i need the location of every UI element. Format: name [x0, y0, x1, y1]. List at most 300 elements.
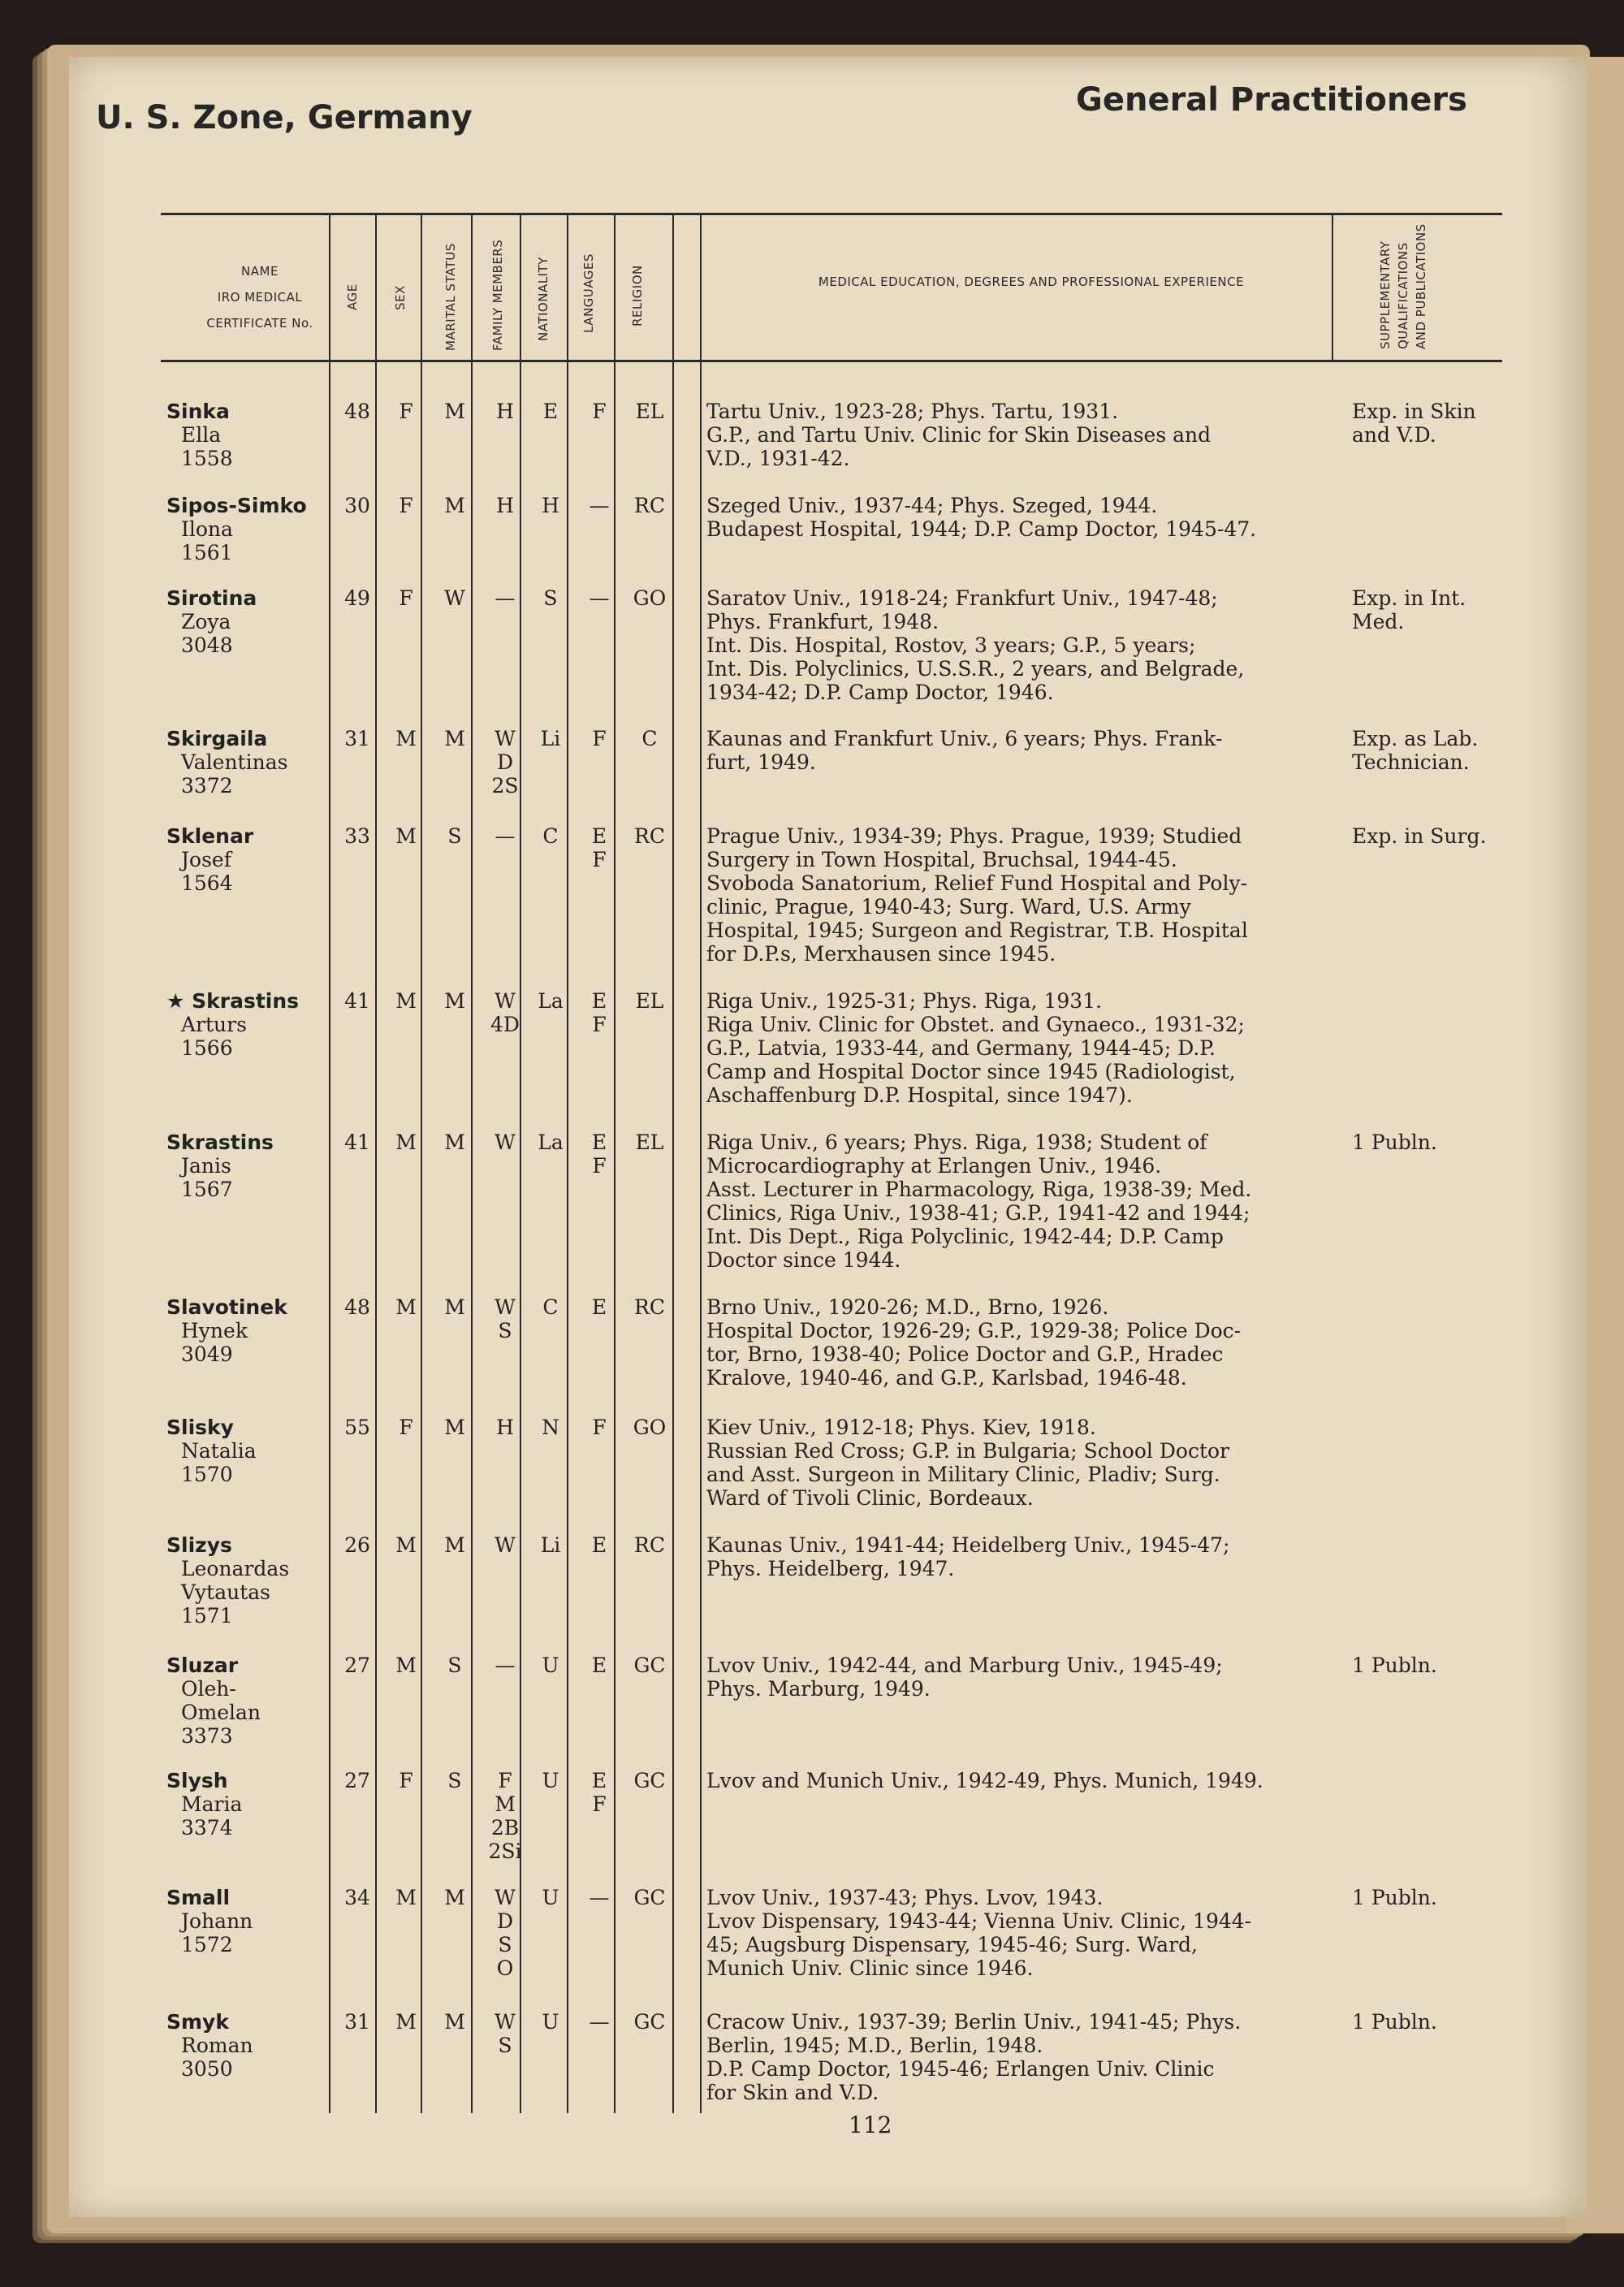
family-cell-line: W [495, 1295, 516, 1319]
education-line: Kiev Univ., 1912-18; Phys. Kiev, 1918. [706, 1416, 1096, 1439]
family-cell-line: S [498, 1319, 512, 1342]
supplementary-line: Technician. [1352, 750, 1470, 774]
languages-cell [579, 2010, 620, 2034]
nationality-cell: La [538, 989, 564, 1013]
sex-cell: M [395, 1131, 417, 1154]
family-cell [485, 586, 525, 610]
education-line: Budapest Hospital, 1944; D.P. Camp Doctor, 1945-47. [706, 517, 1257, 541]
supplementary-line: and V.D. [1352, 423, 1436, 447]
nationality-cell: C [542, 824, 559, 848]
name-header-line: NAME [241, 264, 279, 279]
supplementary-line: Exp. in Skin [1352, 400, 1476, 423]
family-cell-line: W [495, 989, 516, 1013]
education-line: Riga Univ., 1925-31; Phys. Riga, 1931. [706, 989, 1103, 1013]
religion-cell: RC [634, 1533, 665, 1557]
family-cell [485, 824, 525, 848]
education-cell [706, 586, 1356, 704]
entry-name-block [166, 1533, 345, 1628]
supp-header-line: QUALIFICATIONS [1396, 242, 1410, 349]
certificate-number: 1567 [181, 1178, 233, 1201]
family-cell-line: W [495, 1131, 516, 1154]
education-line: and Asst. Surgeon in Military Clinic, Pladiv; Surg. [706, 1463, 1220, 1486]
given-name: Ella [181, 423, 222, 447]
family-cell [485, 1769, 525, 1863]
certificate-number: 1564 [181, 871, 233, 895]
education-line: Lvov Univ., 1942-44, and Marburg Univ., 1945-49; [706, 1654, 1223, 1677]
family-cell-line: H [496, 400, 514, 423]
certificate-number: 1571 [181, 1604, 233, 1628]
age-cell: 34 [344, 1886, 370, 1909]
education-line: Svoboda Sanatorium, Relief Fund Hospital and Poly- [706, 871, 1248, 895]
education-line: G.P., Latvia, 1933-44, and Germany, 1944-45; D.P. [706, 1036, 1216, 1060]
education-line: Clinics, Riga Univ., 1938-41; G.P., 1941-42 and 1944; [706, 1201, 1250, 1225]
education-line: for Skin and V.D. [706, 2081, 879, 2104]
education-line: Lvov Dispensary, 1943-44; Vienna Univ. Clinic, 1944- [706, 1909, 1252, 1933]
languages-cell [579, 824, 620, 871]
religion-cell: EL [635, 1131, 664, 1154]
entry-name-block [166, 989, 345, 1060]
languages-cell-line: F [592, 727, 607, 750]
family-cell [485, 1886, 525, 1980]
marital-cell: S [447, 1769, 462, 1792]
supplementary-cell [1352, 2010, 1514, 2034]
sex-cell: M [395, 824, 417, 848]
religion-cell: GO [633, 1416, 667, 1439]
family-cell [485, 1131, 525, 1154]
languages-cell-line: E [591, 824, 607, 848]
nationality-cell: E [542, 400, 559, 423]
name-header-line: CERTIFICATE No. [206, 316, 313, 331]
age-cell: 27 [344, 1654, 370, 1677]
supplementary-cell [1352, 1886, 1514, 1909]
education-cell [706, 1654, 1356, 1701]
entry-name-block [166, 1769, 345, 1840]
languages-cell [579, 727, 620, 750]
given-name: Roman [181, 2034, 253, 2057]
given-name: Natalia [181, 1439, 257, 1463]
surname: Small [166, 1886, 231, 1909]
education-cell [706, 1886, 1356, 1980]
family-cell-line: D [496, 750, 514, 774]
given-name: Maria [181, 1792, 243, 1816]
family-cell-line: — [495, 1654, 516, 1677]
sex-cell: M [395, 1533, 417, 1557]
education-line: Camp and Hospital Doctor since 1945 (Radiologist, [706, 1060, 1236, 1083]
certificate-number: 3372 [181, 774, 233, 798]
given-name: Zoya [181, 610, 231, 633]
nationality-cell: C [542, 1295, 559, 1319]
supplementary-cell [1352, 400, 1514, 447]
languages-cell-line: F [592, 1792, 607, 1816]
education-line: Phys. Frankfurt, 1948. [706, 610, 939, 633]
header-rule-top [161, 213, 1502, 215]
header-rule-bottom [161, 360, 1502, 362]
certificate-number: 1572 [181, 1933, 233, 1956]
family-cell-line: 2S [491, 774, 519, 798]
languages-cell-line: E [591, 1295, 607, 1319]
supplementary-cell [1352, 1654, 1514, 1677]
given-name: Oleh- [181, 1677, 236, 1701]
given-name: Josef [181, 848, 231, 871]
sex-cell: F [399, 400, 413, 423]
age-cell: 26 [344, 1533, 370, 1557]
family-cell-line: 2B [490, 1816, 520, 1840]
given-name: Valentinas [181, 750, 288, 774]
education-line: Saratov Univ., 1918-24; Frankfurt Univ., 1947-48; [706, 586, 1218, 610]
education-line: Lvov and Munich Univ., 1942-49, Phys. Munich, 1949. [706, 1769, 1263, 1792]
entry-name-block [166, 1886, 345, 1956]
certificate-number: 1570 [181, 1463, 233, 1486]
age-cell: 30 [344, 494, 370, 517]
languages-header: LANGUAGES [581, 253, 596, 333]
family-cell-line: W [495, 2010, 516, 2034]
religion-cell: GC [633, 1769, 666, 1792]
sex-cell: M [395, 727, 417, 750]
entry-name-block [166, 2010, 345, 2081]
education-line: furt, 1949. [706, 750, 816, 774]
religion-cell: RC [634, 824, 665, 848]
languages-cell-line: F [592, 1013, 607, 1036]
nationality-cell: S [543, 586, 558, 610]
entry-name-block [166, 727, 345, 798]
age-cell: 48 [344, 1295, 370, 1319]
surname: Skrastins [166, 1131, 274, 1154]
nationality-cell: La [538, 1131, 564, 1154]
family-header: FAMILY MEMBERS [490, 239, 505, 351]
supplementary-line: Exp. in Int. [1352, 586, 1466, 610]
family-cell-line: W [495, 1886, 516, 1909]
sex-header: SEX [393, 285, 408, 310]
sex-cell: F [399, 1416, 413, 1439]
education-line: Kaunas and Frankfurt Univ., 6 years; Phys. Frank- [706, 727, 1223, 750]
column-rule [700, 213, 702, 2113]
education-line: Szeged Univ., 1937-44; Phys. Szeged, 1944. [706, 494, 1158, 517]
education-cell [706, 1533, 1356, 1580]
education-cell [706, 989, 1356, 1107]
entry-name-block [166, 494, 345, 564]
name-header [183, 258, 337, 336]
languages-cell [579, 586, 620, 610]
education-cell [706, 400, 1356, 470]
marital-cell: M [444, 1295, 465, 1319]
certificate-number: 3048 [181, 633, 233, 657]
certificate-number: 3050 [181, 2057, 233, 2081]
supplementary-cell [1352, 824, 1514, 848]
education-line: Asst. Lecturer in Pharmacology, Riga, 1938-39; Med. [706, 1178, 1252, 1201]
languages-cell [579, 1295, 620, 1319]
surname: Skirgaila [166, 727, 268, 750]
religion-cell: GC [633, 1654, 666, 1677]
category-heading: General Practitioners [1076, 81, 1467, 119]
zone-heading: U. S. Zone, Germany [96, 99, 473, 136]
surname: Sklenar [166, 824, 254, 848]
education-line: Microcardiography at Erlangen Univ., 1946. [706, 1154, 1162, 1178]
religion-cell: C [641, 727, 658, 750]
surname: Slysh [166, 1769, 228, 1792]
languages-cell-line: — [589, 2010, 610, 2034]
given-name: Ilona [181, 517, 233, 541]
given-name: Johann [181, 1909, 253, 1933]
nationality-cell: Li [540, 727, 561, 750]
nationality-header: NATIONALITY [536, 257, 551, 341]
given-name: Hynek [181, 1319, 248, 1342]
family-cell [485, 989, 525, 1036]
family-cell [485, 400, 525, 423]
supp-header-line: AND PUBLICATIONS [1414, 223, 1428, 349]
education-line: Aschaffenburg D.P. Hospital, since 1947). [706, 1083, 1133, 1107]
surname: Sluzar [166, 1654, 239, 1677]
family-cell-line: W [495, 1533, 516, 1557]
family-cell [485, 727, 525, 798]
religion-header: RELIGION [630, 265, 645, 326]
family-cell-line: F [498, 1769, 512, 1792]
family-cell-line: 4D [490, 1013, 520, 1036]
nationality-cell: Li [540, 1533, 561, 1557]
education-cell [706, 1416, 1356, 1510]
nationality-cell: U [542, 1886, 559, 1909]
given-name: Omelan [181, 1701, 261, 1724]
education-line: Prague Univ., 1934-39; Phys. Prague, 1939; Studied [706, 824, 1242, 848]
languages-cell [579, 1131, 620, 1178]
languages-cell-line: — [589, 1886, 610, 1909]
education-line: Hospital, 1945; Surgeon and Registrar, T.B. Hospital [706, 919, 1248, 942]
supplementary-line: 1 Publn. [1352, 1654, 1437, 1677]
languages-cell-line: F [592, 1416, 607, 1439]
education-line: Kaunas Univ., 1941-44; Heidelberg Univ., 1945-47; [706, 1533, 1230, 1557]
marital-cell: M [444, 989, 465, 1013]
education-line: V.D., 1931-42. [706, 447, 850, 470]
family-cell [485, 2010, 525, 2057]
sex-cell: M [395, 989, 417, 1013]
certificate-number: 3373 [181, 1724, 233, 1748]
languages-cell-line: E [591, 1533, 607, 1557]
languages-cell [579, 1654, 620, 1677]
education-cell [706, 1769, 1356, 1792]
education-line: D.P. Camp Doctor, 1945-46; Erlangen Univ. Clinic [706, 2057, 1215, 2081]
nationality-cell: U [542, 2010, 559, 2034]
languages-cell-line: E [591, 989, 607, 1013]
surname: Slisky [166, 1416, 234, 1439]
given-name: Vytautas [181, 1580, 270, 1604]
sex-cell: M [395, 2010, 417, 2034]
supp-header-line: SUPPLEMENTARY [1378, 240, 1393, 349]
family-cell-line: O [496, 1956, 514, 1980]
age-cell: 41 [344, 1131, 370, 1154]
languages-cell-line: — [589, 586, 610, 610]
marital-cell: M [444, 727, 465, 750]
marital-cell: M [444, 1416, 465, 1439]
education-line: Int. Dis. Hospital, Rostov, 3 years; G.P., 5 years; [706, 633, 1196, 657]
languages-cell [579, 1416, 620, 1439]
supplementary-line: Exp. as Lab. [1352, 727, 1479, 750]
education-line: tor, Brno, 1938-40; Police Doctor and G.P., Hradec [706, 1342, 1224, 1366]
languages-cell-line: E [591, 1654, 607, 1677]
entry-name-block [166, 824, 345, 895]
age-cell: 33 [344, 824, 370, 848]
education-line: Hospital Doctor, 1926-29; G.P., 1929-38; Police Doc- [706, 1319, 1242, 1342]
surname: Slavotinek [166, 1295, 287, 1319]
certificate-number: 3374 [181, 1816, 233, 1840]
marital-cell: M [444, 494, 465, 517]
family-cell [485, 1416, 525, 1439]
marital-cell: W [444, 586, 465, 610]
languages-cell [579, 494, 620, 517]
education-line: Int. Dis. Polyclinics, U.S.S.R., 2 years, and Belgrade, [706, 657, 1245, 681]
entry-name-block [166, 1654, 345, 1748]
family-cell-line: M [495, 1792, 516, 1816]
age-cell: 31 [344, 2010, 370, 2034]
education-cell [706, 727, 1356, 774]
family-cell [485, 494, 525, 517]
certificate-number: 3049 [181, 1342, 233, 1366]
marital-cell: S [447, 1654, 462, 1677]
age-cell: 31 [344, 727, 370, 750]
entry-name-block [166, 1295, 345, 1366]
family-cell-line: S [498, 2034, 512, 2057]
column-rule [1332, 213, 1333, 361]
nationality-cell: H [542, 494, 559, 517]
education-line: 1934-42; D.P. Camp Doctor, 1946. [706, 681, 1054, 704]
nationality-cell: N [542, 1416, 559, 1439]
education-line: Surgery in Town Hospital, Bruchsal, 1944-45. [706, 848, 1177, 871]
supplementary-line: Med. [1352, 610, 1405, 633]
marital-cell: M [444, 400, 465, 423]
languages-cell-line: F [592, 848, 607, 871]
religion-cell: EL [635, 989, 664, 1013]
education-cell [706, 824, 1356, 966]
supplementary-line: Exp. in Surg. [1352, 824, 1487, 848]
family-cell-line: 2Si [488, 1840, 522, 1863]
supplementary-cell [1352, 727, 1514, 774]
nationality-cell: U [542, 1654, 559, 1677]
supplementary-line: 1 Publn. [1352, 1131, 1437, 1154]
education-line: Berlin, 1945; M.D., Berlin, 1948. [706, 2034, 1043, 2057]
certificate-number: 1566 [181, 1036, 233, 1060]
religion-cell: EL [635, 400, 664, 423]
entry-name-block [166, 1416, 345, 1486]
family-cell-line: — [495, 824, 516, 848]
family-cell-line: S [498, 1933, 512, 1956]
languages-cell-line: F [592, 1154, 607, 1178]
family-cell-line: W [495, 727, 516, 750]
education-line: clinic, Prague, 1940-43; Surg. Ward, U.S. Army [706, 895, 1191, 919]
languages-cell [579, 1886, 620, 1909]
education-cell [706, 494, 1356, 541]
languages-cell-line: E [591, 1769, 607, 1792]
education-line: Tartu Univ., 1923-28; Phys. Tartu, 1931. [706, 400, 1119, 423]
family-cell-line: H [496, 494, 514, 517]
surname: Smyk [166, 2010, 229, 2034]
education-line: Russian Red Cross; G.P. in Bulgaria; School Doctor [706, 1439, 1229, 1463]
surname: Slizys [166, 1533, 232, 1557]
marital-header: MARITAL STATUS [443, 243, 458, 351]
age-cell: 55 [344, 1416, 370, 1439]
family-cell [485, 1295, 525, 1342]
education-line: Riga Univ. Clinic for Obstet. and Gynaeco., 1931-32; [706, 1013, 1245, 1036]
education-cell [706, 2010, 1356, 2104]
education-line: Munich Univ. Clinic since 1946. [706, 1956, 1034, 1980]
education-line: Brno Univ., 1920-26; M.D., Brno, 1926. [706, 1295, 1109, 1319]
sex-cell: F [399, 586, 413, 610]
nationality-cell: U [542, 1769, 559, 1792]
age-cell: 41 [344, 989, 370, 1013]
education-line: Kralove, 1940-46, and G.P., Karlsbad, 1946-48. [706, 1366, 1187, 1390]
family-cell [485, 1533, 525, 1557]
education-line: Phys. Heidelberg, 1947. [706, 1557, 955, 1580]
age-cell: 49 [344, 586, 370, 610]
entry-name-block [166, 1131, 345, 1201]
education-line: Ward of Tivoli Clinic, Bordeaux. [706, 1486, 1034, 1510]
certificate-number: 1558 [181, 447, 233, 470]
marital-cell: M [444, 1886, 465, 1909]
religion-cell: RC [634, 1295, 665, 1319]
entry-name-block [166, 400, 345, 470]
marital-cell: S [447, 824, 462, 848]
sex-cell: M [395, 1654, 417, 1677]
family-cell [485, 1654, 525, 1677]
languages-cell-line: E [591, 1131, 607, 1154]
sex-cell: F [399, 494, 413, 517]
surname: Sipos-Simko [166, 494, 307, 517]
education-line: G.P., and Tartu Univ. Clinic for Skin Diseases and [706, 423, 1212, 447]
surname: Sinka [166, 400, 230, 423]
surname: Sirotina [166, 586, 257, 610]
sex-cell: M [395, 1295, 417, 1319]
religion-cell: GC [633, 1886, 666, 1909]
languages-cell [579, 1533, 620, 1557]
languages-cell [579, 1769, 620, 1816]
column-rule [672, 213, 674, 2113]
religion-cell: GC [633, 2010, 666, 2034]
given-name: Leonardas [181, 1557, 290, 1580]
family-cell-line: — [495, 586, 516, 610]
marital-cell: M [444, 1533, 465, 1557]
supplementary-cell [1352, 586, 1514, 633]
education-header: MEDICAL EDUCATION, DEGREES AND PROFESSIONAL EXPERIENCE [818, 275, 1245, 289]
languages-cell [579, 989, 620, 1036]
education-cell [706, 1131, 1356, 1272]
age-cell: 27 [344, 1769, 370, 1792]
certificate-number: 1561 [181, 541, 233, 564]
age-header: AGE [345, 283, 360, 310]
entry-name-block [166, 586, 345, 657]
languages-cell-line: — [589, 494, 610, 517]
supplementary-line: 1 Publn. [1352, 2010, 1437, 2034]
family-cell-line: D [496, 1909, 514, 1933]
marital-cell: M [444, 1131, 465, 1154]
religion-cell: RC [634, 494, 665, 517]
sex-cell: F [399, 1769, 413, 1792]
education-line: Int. Dis Dept., Riga Polyclinic, 1942-44; D.P. Camp [706, 1225, 1224, 1248]
given-name: Arturs [181, 1013, 247, 1036]
education-line: Cracow Univ., 1937-39; Berlin Univ., 1941-45; Phys. [706, 2010, 1242, 2034]
sex-cell: M [395, 1886, 417, 1909]
supplementary-line: 1 Publn. [1352, 1886, 1437, 1909]
age-cell: 48 [344, 400, 370, 423]
education-line: 45; Augsburg Dispensary, 1945-46; Surg. Ward, [706, 1933, 1198, 1956]
religion-cell: GO [633, 586, 667, 610]
supp-header [1376, 223, 1430, 349]
supplementary-cell [1352, 1131, 1514, 1154]
education-cell [706, 1295, 1356, 1390]
given-name: Janis [181, 1154, 231, 1178]
page-number: 112 [849, 2112, 892, 2138]
family-cell-line: H [496, 1416, 514, 1439]
marital-cell: M [444, 2010, 465, 2034]
surname: ★ Skrastins [166, 989, 300, 1013]
education-line: Phys. Marburg, 1949. [706, 1677, 931, 1701]
languages-cell [579, 400, 620, 423]
